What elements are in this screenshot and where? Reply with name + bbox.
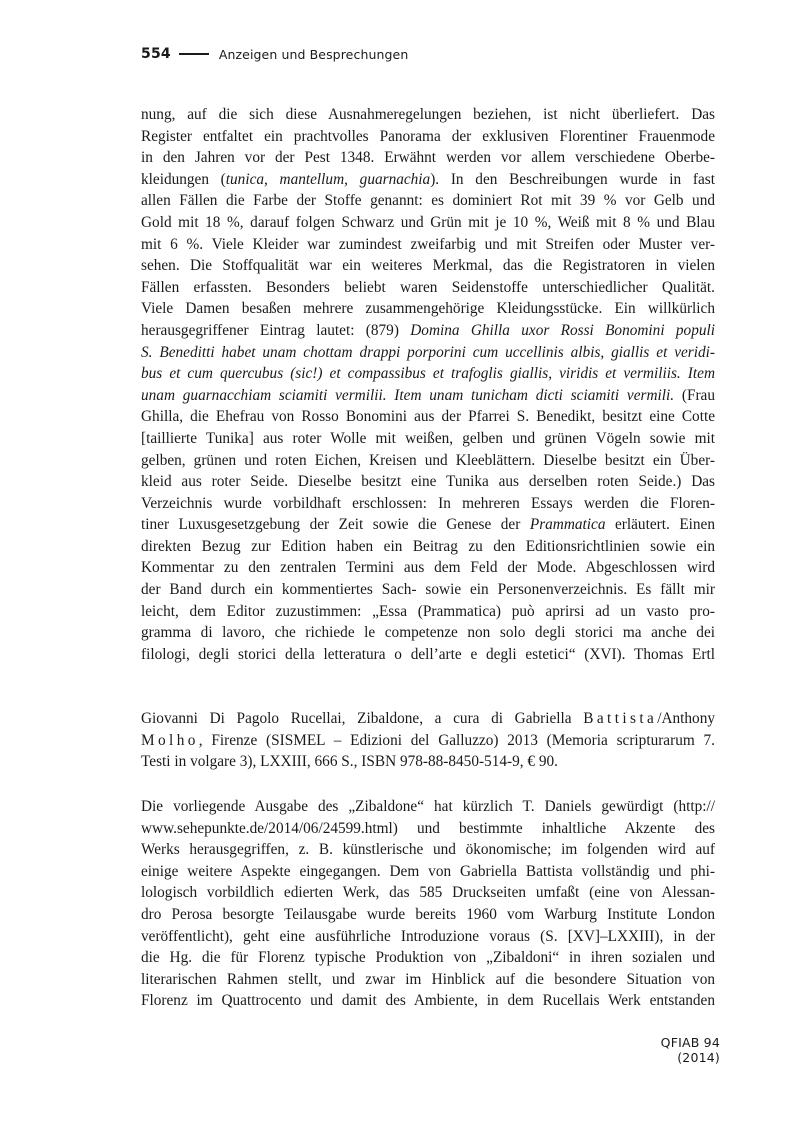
- text-line: mit 6 %. Viele Kleider war zumindest zweifarbig und mit Streifen oder Muster ver-: [141, 235, 715, 253]
- editor-name: Battista: [583, 710, 658, 727]
- text-line: herausgegriffener Eintrag lautet: (879) Domina Ghilla uxor Rossi Bonomini populi: [141, 321, 715, 339]
- text-line: einige weitere Aspekte eingegangen. Dem von Gabriella Battista vollständig und phi-: [141, 862, 715, 880]
- citation-line: Giovanni Di Pagolo Rucellai, Zibaldone, a cura di Gabriella Battista/Anthony: [141, 710, 715, 727]
- text-line: Kommentar zu den zentralen Termini aus dem Feld der Mode. Abgeschlossen wird: [141, 559, 715, 577]
- text-line: nung, auf die sich diese Ausnahmeregelungen beziehen, ist nicht überliefert. Das: [141, 106, 715, 123]
- citation-line: Molho, Firenze (SISMEL – Edizioni del Galluzzo) 2013 (Memoria scripturarum 7.: [141, 731, 715, 749]
- text-line: gramma di lavoro, che richiede le competenze non solo degli storici ma anche dei: [141, 624, 715, 642]
- text-line: bus et cum quercubus (sic!) et compassibus et trafoglis giallis, viridis et vermiliis. Item: [141, 365, 715, 383]
- text-line: in den Jahren vor der Pest 1348. Erwähnt werden vor allem verschiedene Oberbe-: [141, 149, 715, 167]
- text-line: direkten Bezug zur Edition haben ein Beitrag zu den Editionsrichtlinien sowie ein: [141, 537, 715, 555]
- header-rule: [179, 53, 209, 55]
- page-number: 554: [141, 46, 171, 62]
- editor-name: Molho: [141, 731, 199, 749]
- text-line: Gold mit 18 %, darauf folgen Schwarz und Grün mit je 10 %, Weiß mit 8 % und Blau: [141, 213, 715, 231]
- text-line: Fällen erfassten. Besonders beliebt waren Seidenstoffe unterschiedlicher Qualität.: [141, 278, 715, 296]
- text-line: veröffentlicht), geht eine ausführliche Introduzione voraus (S. [XV]–LXXIII), in der: [141, 927, 715, 945]
- running-title: Anzeigen und Besprechungen: [218, 46, 409, 62]
- text-line: kleid aus roter Seide. Dieselbe besitzt eine Tunika aus derselben roten Seide.) Das: [141, 473, 715, 491]
- text-line: die Hg. die für Florenz typische Produktion von „Zibaldoni“ in ihren sozialen und: [141, 949, 715, 967]
- text-line: Florenz im Quattrocento und damit des Ambiente, in dem Rucellais Werk entstanden: [141, 992, 715, 1010]
- text-line: filologi, degli storici della letteratura o dell’arte e degli estetici“ (XVI). Thomas Ertl: [141, 645, 715, 663]
- text-line: Die vorliegende Ausgabe des „Zibaldone“ hat kürzlich T. Daniels gewürdigt (http://: [141, 798, 715, 815]
- text-line: Werks herausgegriffen, z. B. künstlerische und ökonomische; im folgenden wird auf: [141, 841, 715, 859]
- text-line: der Band durch ein kommentiertes Sach- sowie ein Personenverzeichnis. Es fällt mir: [141, 581, 715, 599]
- text-line: [taillierte Tunika] aus roter Wolle mit weißen, gelben und grünen Vögeln sowie mit: [141, 429, 715, 447]
- text-line: Register entfaltet ein prachtvolles Panorama der exklusiven Florentiner Frauenmode: [141, 127, 715, 145]
- text-line: www.sehepunkte.de/2014/06/24599.html) und bestimmte inhaltliche Akzente des: [141, 819, 715, 837]
- review-text-2: [141, 796, 715, 1012]
- text-line: lologisch vorbildlich edierten Werk, das 585 Druckseiten umfaßt (eine von Alessan-: [141, 884, 715, 902]
- review-text-1: [141, 104, 715, 665]
- text-line: Ghilla, die Ehefrau von Rosso Bonomini aus der Pfarrei S. Benedikt, besitzt eine Cotte: [141, 408, 715, 426]
- citation-line: Testi in volgare 3), LXXIII, 666 S., ISBN 978-88-8450-514-9, € 90.: [141, 753, 558, 771]
- text-line: Viele Damen besaßen mehrere zusammengehörige Kleidungsstücke. Ein willkürlich: [141, 300, 715, 318]
- text-line: unam guarnacchiam sciamiti vermilii. Item unam tunicham dicti sciamiti vermili. (Frau: [141, 386, 715, 404]
- text-line: sehen. Die Stoffqualität war ein weiteres Merkmal, das die Registratoren in vielen: [141, 257, 715, 275]
- text-line: S. Beneditti habet unam chottam drappi porporini cum uccellinis albis, giallis et veridi-: [141, 343, 715, 361]
- text-line: kleidungen (tunica, mantellum, guarnachia). In den Beschreibungen wurde in fast: [141, 170, 715, 188]
- text-line: literarischen Rahmen stellt, und zwar im Hinblick auf die besondere Situation von: [141, 970, 715, 988]
- text-line: dro Perosa besorgte Teilausgabe wurde bereits 1960 vom Warburg Institute London: [141, 905, 715, 923]
- text-line: leicht, dem Editor zuzustimmen: „Essa (Prammatica) può aprirsi ad un vasto pro-: [141, 602, 715, 620]
- text-line: allen Fällen die Farbe der Stoffe genannt: es dominiert Rot mit 39 % vor Gelb und: [141, 192, 715, 210]
- page-footer: QFIAB 94 (2014): [660, 1035, 720, 1065]
- text-line: tiner Luxusgesetzgebung der Zeit sowie die Genese der Prammatica erläutert. Einen: [141, 516, 715, 534]
- text-line: gelben, grünen und roten Eichen, Kreisen und Kleeblättern. Dieselbe besitzt ein Über-: [141, 451, 715, 469]
- reviewer-name: Thomas Ertl: [634, 645, 715, 663]
- text-line: Verzeichnis wurde vorbildhaft erschlossen: In mehreren Essays werden die Floren-: [141, 494, 715, 512]
- book-citation: [141, 708, 715, 773]
- page-header: [141, 44, 721, 64]
